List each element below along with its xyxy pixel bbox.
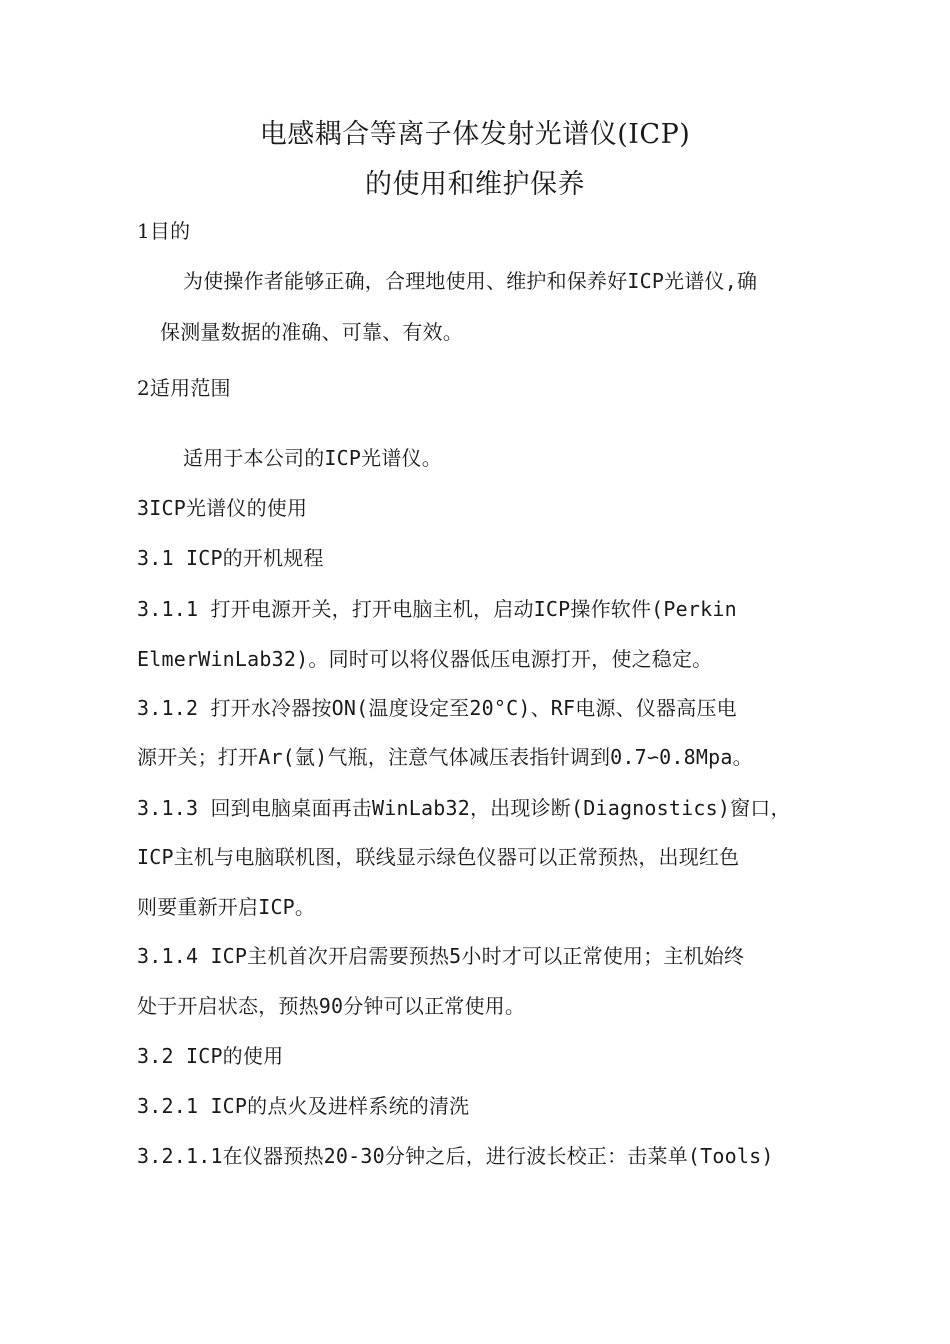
section-heading-scope: 2适用范围	[137, 376, 231, 400]
paragraph-line: 为使操作者能够正确，合理地使用、维护和保养好ICP光谱仪,确	[183, 269, 758, 293]
subsection-heading: 3.2.1 ICP的点火及进样系统的清洗	[137, 1094, 470, 1118]
paragraph-line: 源开关；打开Ar(氩)气瓶，注意气体减压表指针调到0.7∽0.8Mpa。	[137, 745, 753, 769]
page-subtitle: 的使用和维护保养	[365, 169, 585, 200]
paragraph-line: 保测量数据的准确、可靠、有效。	[160, 320, 463, 344]
paragraph-line: 3.1.4 ICP主机首次开启需要预热5小时才可以正常使用；主机始终	[137, 944, 745, 968]
paragraph-line: 3.1.2 打开水冷器按ON(温度设定至20°C)、RF电源、仪器高压电	[137, 696, 737, 720]
paragraph-line: ElmerWinLab32)。同时可以将仪器低压电源打开，使之稳定。	[137, 647, 713, 671]
paragraph-line: 适用于本公司的ICP光谱仪。	[183, 446, 442, 470]
section-heading-usage: 3ICP光谱仪的使用	[137, 496, 308, 520]
paragraph-line: 则要重新开启ICP。	[137, 895, 316, 919]
paragraph-line: 3.1.1 打开电源开关，打开电脑主机，启动ICP操作软件(Perkin	[137, 597, 737, 621]
section-heading-purpose: 1目的	[137, 219, 191, 243]
subsection-heading: 3.1 ICP的开机规程	[137, 546, 324, 570]
paragraph-line: ICP主机与电脑联机图，联线显示绿色仪器可以正常预热，出现红色	[137, 845, 740, 869]
paragraph-line: 处于开启状态，预热90分钟可以正常使用。	[137, 994, 526, 1018]
paragraph-line: 3.2.1.1在仪器预热20-30分钟之后，进行波长校正：击菜单(Tools)	[137, 1144, 774, 1168]
subsection-heading: 3.2 ICP的使用	[137, 1044, 284, 1068]
page-title: 电感耦合等离子体发射光谱仪(ICP)	[259, 119, 691, 150]
paragraph-line: 3.1.3 回到电脑桌面再击WinLab32，出现诊断(Diagnostics)窗口，	[137, 796, 791, 820]
